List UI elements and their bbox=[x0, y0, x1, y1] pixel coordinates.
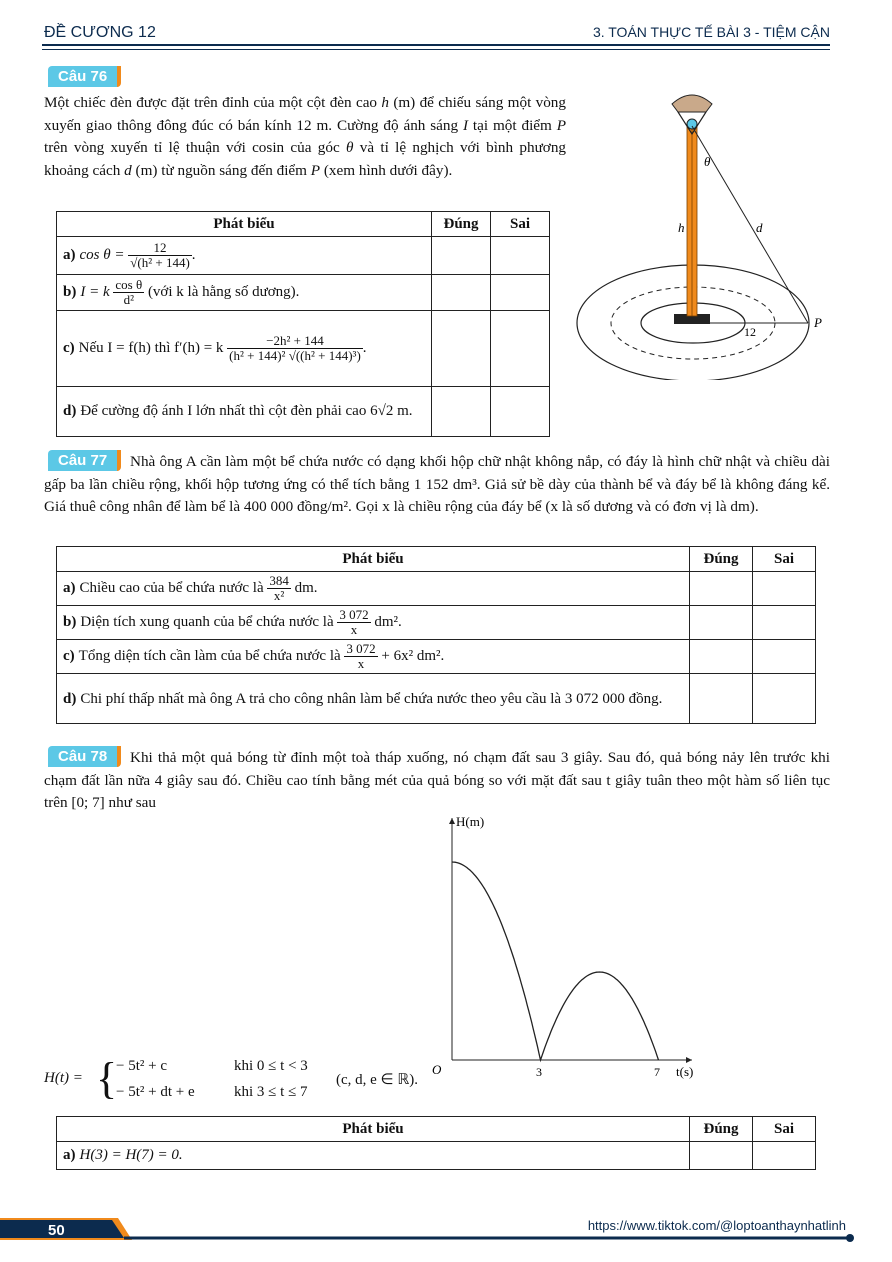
table-header-false: Sai bbox=[491, 212, 550, 237]
x-tick-3: 3 bbox=[536, 1065, 542, 1079]
table-row: c) Tổng diện tích cần làm của bể chứa nước là $\frac{3 072}{x}$ + 6x² dm². bbox=[57, 640, 816, 674]
answer-cell-true[interactable] bbox=[690, 572, 753, 606]
label-h: h bbox=[678, 220, 685, 235]
answer-cell-false[interactable] bbox=[491, 387, 550, 437]
table-row: b) Diện tích xung quanh của bể chứa nước là $\frac{3 072}{x}$ dm². bbox=[57, 606, 816, 640]
table-row: d) Để cường độ ánh I lớn nhất thì cột đèn phải cao 6√2 m. bbox=[57, 387, 550, 437]
table-header-true: Đúng bbox=[690, 1117, 753, 1142]
page-number: 50 bbox=[48, 1222, 65, 1239]
answer-cell-false[interactable] bbox=[753, 674, 816, 724]
answer-cell-false[interactable] bbox=[491, 275, 550, 311]
question-77-text: Nhà ông A cần làm một bể chứa nước có dạng khối hộp chữ nhật không nắp, có đáy là hình chữ nhật và chiều dài gấp ba lần chiều rộng, khối hộp tương ứng có thể tích bằng 1 152 dm³. Giả sử bề dày của thành bể và đáy bể là không đáng kể. Giá thuê công nhân để làm bể là 400 000 đồng/m². Gọi x là chiều rộng của đáy bể (x là số dương và có đơn vị là dm). bbox=[44, 453, 830, 515]
fraction: $\frac{384}{\text{x²}}$ bbox=[269, 573, 289, 603]
table-row: c) Nếu I = f(h) thì f′(h) = k $\frac{\text{−2h² + 144}}{\text{(h² + 144)² √((h² + 144)³)}}$ . bbox=[57, 311, 550, 387]
question-78-badge: Câu 78 bbox=[48, 746, 121, 767]
fraction: $\frac{\text{−2h² + 144}}{\text{(h² + 144)² √((h² + 144)³)}}$ bbox=[229, 333, 361, 363]
answer-cell-true[interactable] bbox=[690, 640, 753, 674]
answer-cell-true[interactable] bbox=[432, 237, 491, 275]
table-row: d) Chi phí thấp nhất mà ông A trả cho công nhân làm bể chứa nước theo yêu cầu là 3 072 000 đồng. bbox=[57, 674, 816, 724]
question-76-table bbox=[56, 211, 550, 437]
header-divider-thin bbox=[42, 49, 830, 50]
x-tick-7: 7 bbox=[654, 1065, 660, 1079]
fraction: $\frac{\text{cos θ}}{\text{d²}}$ bbox=[115, 277, 143, 307]
label-theta: θ bbox=[704, 154, 711, 169]
header-divider bbox=[42, 44, 830, 46]
answer-cell-true[interactable] bbox=[690, 606, 753, 640]
answer-cell-true[interactable] bbox=[690, 674, 753, 724]
y-axis-label: H(m) bbox=[456, 814, 485, 829]
answer-cell-true[interactable] bbox=[690, 1142, 753, 1170]
table-header-true: Đúng bbox=[690, 547, 753, 572]
answer-cell-false[interactable] bbox=[491, 237, 550, 275]
table-row: a) H(3) = H(7) = 0. bbox=[57, 1142, 816, 1170]
lamp-shade bbox=[672, 95, 712, 112]
table-row: a) Chiều cao của bể chứa nước là $\frac{384}{\text{x²}}$ dm. bbox=[57, 572, 816, 606]
label-d: d bbox=[756, 220, 763, 235]
answer-cell-false[interactable] bbox=[753, 640, 816, 674]
lamp-post-figure bbox=[570, 90, 840, 380]
label-radius: 12 bbox=[744, 325, 756, 339]
header-title-left: ĐỀ CƯƠNG 12 bbox=[44, 24, 156, 41]
question-78-text: Khi thả một quả bóng từ đỉnh một toà tháp xuống, nó chạm đất sau 3 giây. Sau đó, quả bóng nảy lên trước khi chạm đất lần nữa 4 giây sau đó. Chiều cao tính bằng mét của quả bóng so với mặt đất sau t giây tuân theo một hàm số liên tục trên [0; 7] như sau bbox=[44, 749, 830, 811]
fraction: $\frac{3 072}{x}$ bbox=[346, 641, 376, 671]
ball-height-curve bbox=[452, 862, 659, 1060]
table-header-false: Sai bbox=[753, 547, 816, 572]
answer-cell-false[interactable] bbox=[753, 572, 816, 606]
fraction: $\frac{3 072}{x}$ bbox=[339, 607, 369, 637]
answer-cell-true[interactable] bbox=[432, 387, 491, 437]
question-77-table bbox=[56, 546, 816, 724]
table-header-statement: Phát biểu bbox=[57, 547, 690, 572]
answer-cell-false[interactable] bbox=[753, 606, 816, 640]
origin-label: O bbox=[432, 1062, 442, 1077]
table-header-statement: Phát biểu bbox=[57, 212, 432, 237]
label-P: P bbox=[814, 315, 822, 330]
lamp-bulb bbox=[687, 119, 697, 129]
table-header-false: Sai bbox=[753, 1117, 816, 1142]
question-77-badge: Câu 77 bbox=[48, 450, 121, 471]
footer-link[interactable]: https://www.tiktok.com/@loptoanthaynhatlinh bbox=[587, 1218, 846, 1233]
table-header-true: Đúng bbox=[432, 212, 491, 237]
table-header-statement: Phát biểu bbox=[57, 1117, 690, 1142]
answer-cell-false[interactable] bbox=[753, 1142, 816, 1170]
table-row: b) I = k $\frac{\text{cos θ}}{\text{d²}}$ (với k là hằng số dương). bbox=[57, 275, 550, 311]
ball-height-chart bbox=[420, 810, 720, 1088]
header-title-right: 3. TOÁN THỰC TẾ BÀI 3 - TIỆM CẬN bbox=[592, 24, 830, 40]
answer-cell-false[interactable] bbox=[491, 311, 550, 387]
answer-cell-true[interactable] bbox=[432, 275, 491, 311]
question-76-badge: Câu 76 bbox=[48, 66, 121, 87]
fraction: $\frac{12}{\text{√(h² + 144)}}$ bbox=[130, 240, 190, 270]
table-row: a) cos θ = $\frac{12}{\text{√(h² + 144)}}$ . bbox=[57, 237, 550, 275]
question-76-text: Một chiếc đèn được đặt trên đỉnh của một cột đèn cao h (m) để chiếu sáng một vòng xuyến giao thông đông đúc có bán kính 12 m. Cường độ ánh sáng I tại một điểm P trên vòng xuyến tỉ lệ thuận với cosin của góc θ và tỉ lệ nghịch với bình phương khoảng cách d (m) từ nguồn sáng đến điểm P (xem hình dưới đây). bbox=[44, 94, 567, 179]
question-78-table bbox=[56, 1116, 816, 1170]
answer-cell-true[interactable] bbox=[432, 311, 491, 387]
x-axis-label: t(s) bbox=[676, 1064, 694, 1079]
